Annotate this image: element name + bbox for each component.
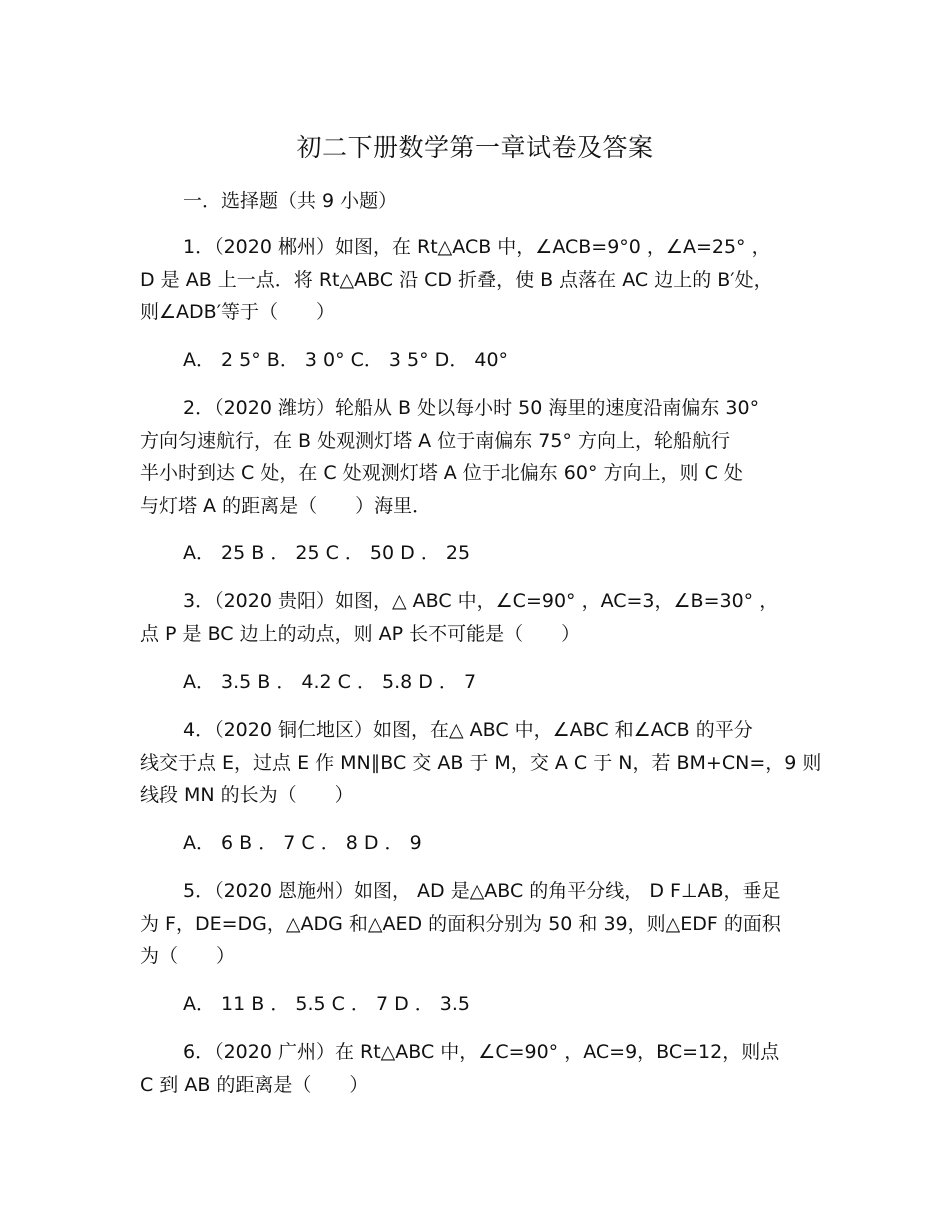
question-5-line-1: 5．（2020 恩施州）如图， AD 是△ABC 的角平分线， D F⊥AB，垂足 [183, 880, 781, 902]
question-5-options: A． 11 B ． 5.5 C ． 7 D ． 3.5 [183, 993, 471, 1015]
question-5-line-3: 为（ ） [140, 945, 236, 967]
question-2-options: A． 25 B ． 25 C ． 50 D ． 25 [183, 542, 471, 564]
question-2-line-3: 半小时到达 C 处，在 C 处观测灯塔 A 位于北偏东 60° 方向上，则 C 处 [140, 462, 743, 484]
question-4-options: A． 6 B ． 7 C ． 8 D ． 9 [183, 832, 422, 854]
question-1-line-3: 则∠ADB′等于（ ） [140, 301, 336, 323]
question-3-line-2: 点 P 是 BC 边上的动点，则 AP 长不可能是（ ） [140, 623, 581, 645]
question-1-line-2: D 是 AB 上一点．将 Rt△ABC 沿 CD 折叠，使 B 点落在 AC 边上的 B′处， [140, 269, 773, 291]
question-4-line-1: 4．（2020 铜仁地区）如图，在△ ABC 中，∠ABC 和∠ACB 的平分 [183, 719, 753, 741]
question-1-line-1: 1．（2020 郴州）如图，在 Rt△ACB 中，∠ACB=9°0 ，∠A=25° ， [183, 236, 771, 258]
section-heading: 一．选择题（共 9 小题） [183, 190, 398, 212]
question-2-line-1: 2．（2020 潍坊）轮船从 B 处以每小时 50 海里的速度沿南偏东 30° [183, 397, 760, 419]
question-3-options: A． 3.5 B ． 4.2 C ． 5.8 D ． 7 [183, 671, 477, 693]
question-2-line-4: 与灯塔 A 的距离是（ ）海里． [140, 495, 432, 517]
question-5-line-2: 为 F，DE=DG，△ADG 和△AED 的面积分别为 50 和 39，则△EDF 的面积 [140, 913, 781, 935]
question-1-options: A． 2 5° B． 3 0° C． 3 5° D． 40° [183, 349, 509, 371]
document-title: 初二下册数学第一章试卷及答案 [296, 133, 654, 162]
question-6-line-2: C 到 AB 的距离是（ ） [140, 1074, 369, 1096]
question-2-line-2: 方向匀速航行，在 B 处观测灯塔 A 位于南偏东 75° 方向上，轮船航行 [140, 430, 730, 452]
question-4-line-2: 线交于点 E，过点 E 作 MN∥BC 交 AB 于 M，交 A C 于 N，若 BM+CN=，9 则 [140, 752, 822, 774]
question-4-line-3: 线段 MN 的长为（ ） [140, 784, 354, 806]
question-3-line-1: 3．（2020 贵阳）如图，△ ABC 中，∠C=90° ，AC=3，∠B=30° ， [183, 590, 779, 612]
question-6-line-1: 6．（2020 广州）在 Rt△ABC 中，∠C=90° ，AC=9，BC=12，则点 [183, 1041, 780, 1063]
